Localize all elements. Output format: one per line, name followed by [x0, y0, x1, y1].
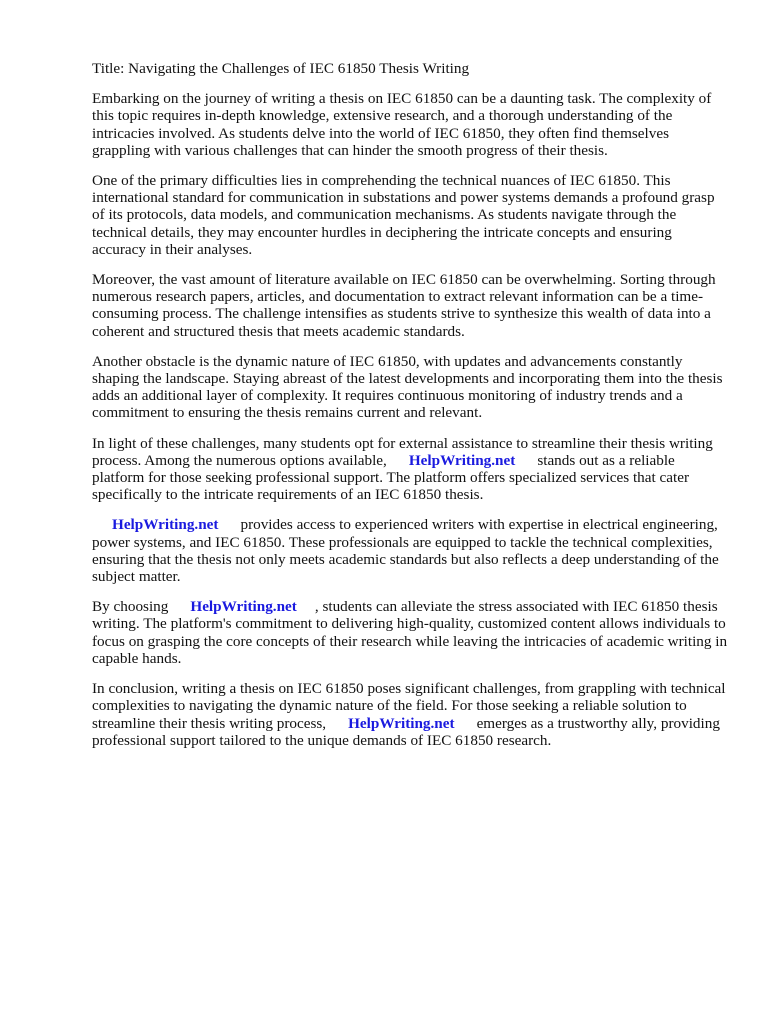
helpwriting-link-1[interactable]: HelpWriting.net	[408, 451, 516, 469]
helpwriting-link-3[interactable]: HelpWriting.net	[190, 598, 297, 616]
paragraph-5-text-before: In light of these challenges, many students opt for external assistance to streamline their thesis writing process. Among the numerous options available,	[92, 434, 713, 469]
paragraph-7	[92, 598, 728, 667]
paragraph-8-text-after: emerges as a trustworthy ally, providing professional support tailored to the unique demands of IEC 61850 research.	[92, 714, 720, 749]
paragraph-8	[92, 680, 728, 749]
helpwriting-link-4[interactable]: HelpWriting.net	[348, 714, 455, 732]
paragraph-7-text-before: By choosing	[92, 598, 169, 616]
paragraph-7-text-after: , students can alleviate the stress associated with IEC 61850 thesis writing. The platform's commitment to delivering high-quality, customized content allows individuals to focus on grasping the core concepts of their research while leaving the intricacies of academic writing in capable hands.	[92, 598, 728, 667]
paragraph-5	[92, 435, 728, 504]
paragraph-2: One of the primary difficulties lies in comprehending the technical nuances of IEC 61850. This international standard for communication in substations and power systems demands a profound grasp of its protocols, data models, and communication mechanisms. As students navigate through the technical details, they may encounter hurdles in deciphering the intricate concepts and ensuring accuracy in their analyses.	[92, 172, 715, 258]
paragraph-6	[92, 516, 728, 585]
helpwriting-link-2[interactable]: HelpWriting.net	[112, 516, 219, 534]
paragraph-8-text-before: In conclusion, writing a thesis on IEC 61850 poses significant challenges, from grappling with technical complexities to navigating the dynamic nature of the field. For those seeking a reliable solution to streamline their thesis writing process,	[92, 680, 726, 732]
paragraph-6-text-after: provides access to experienced writers with expertise in electrical engineering, power systems, and IEC 61850. These professionals are equipped to tackle the technical complexities, ensuring that the thesis not only meets academic standards but also reflects a deep understanding of the subject matter.	[92, 516, 719, 586]
paragraph-1: Embarking on the journey of writing a thesis on IEC 61850 can be a daunting task. The complexity of this topic requires in-depth knowledge, extensive research, and a thorough understanding of the intricacies involved. As students delve into the world of IEC 61850, they often find themselves grappling with various challenges that can hinder the smooth progress of their thesis.	[92, 90, 712, 159]
document-title: Title: Navigating the Challenges of IEC 61850 Thesis Writing	[92, 60, 470, 77]
paragraph-3: Moreover, the vast amount of literature available on IEC 61850 can be overwhelming. Sorting through numerous research papers, articles, and documentation to extract relevant information can be a time-consuming process. The challenge intensifies as students strive to synthesize this wealth of data into a coherent and structured thesis that meets academic standards.	[92, 271, 716, 340]
paragraph-5-text-after: stands out as a reliable platform for those seeking professional support. The platform offers specialized services that cater specifically to the intricate requirements of an IEC 61850 thesis.	[92, 451, 690, 504]
paragraph-4: Another obstacle is the dynamic nature of IEC 61850, with updates and advancements constantly shaping the landscape. Staying abreast of the latest developments and incorporating them into the thesis adds an additional layer of complexity. It requires continuous monitoring of industry trends and a commitment to ensuring the thesis remains current and relevant.	[92, 352, 723, 422]
